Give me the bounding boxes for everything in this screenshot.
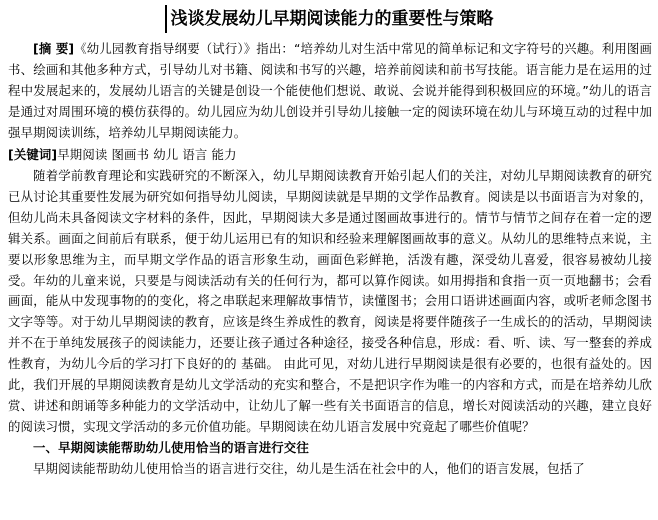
title-container — [0, 5, 658, 33]
section-heading: 一、早期阅读能帮助幼儿使用恰当的语言进行交往 — [33, 439, 309, 455]
keywords-text: 早期阅读 图画书 幼儿 语言 能力 — [57, 147, 237, 162]
abstract-label: [摘 要] — [33, 41, 75, 56]
body-section — [8, 166, 652, 480]
keywords-section — [8, 145, 652, 166]
abstract-section — [8, 39, 652, 144]
body-paragraph: 随着学前教育理论和实践研究的不断深入，幼儿早期阅读教育开始引起人们的关注，对幼儿早期阅读教育的研究已从讨论其重要性发展为研究如何指导幼儿阅读，早期阅读就是早期的文学作品教育。阅读是以书面语言为对象的，但幼儿尚未具备阅读文字材料的条件，因此，早期阅读大多是通过图画故事进行的。情节与情节之间存在着一定的逻辑关系。画面之间前后有联系，便于幼儿运用已有的知识和经验来理解图画故事的意义。从幼儿的思维特点来说，主要以形象思维为主，而早期文学作品的语言形象生动，画面色彩鲜艳，活泼有趣，深受幼儿喜爱，很容易被幼儿接受。年幼的儿童来说，只要是与阅读活动有关的任何行为，都可以算作阅读。如用拇指和食指一页一页地翻书；会看画面，能从中发现事物的的变化，将之串联起来理解故事情节，读懂图书；会用口语讲述画面内容，或听老师念图书文字等等。对于幼儿早期阅读的教育，应该是终生养成性的教育，阅读是将要伴随孩子一生成长的的活动，早期阅读并不在于单纯发展孩子的阅读能力，还要让孩子通过各种途径，接受各种信息，形成：看、听、读、写一整套的养成性教育，为幼儿今后的学习打下良好的的 基础。 由此可见，对幼儿进行早期阅读是很有必要的，也很有益处的。因此，我们开展的早期阅读教育是幼儿文学活动的充实和整合，不是把识字作为唯一的内容和方式，而是在培养幼儿欣赏、讲述和朗诵等多种能力的文学活动中，让幼儿了解一些有关书面语言的信息，增长对阅读活动的兴趣，建立良好的阅读习惯，实现文学活动的多元价值功能。早期阅读在幼儿语言发展中究竟起了哪些价值呢？ — [8, 168, 652, 434]
abstract-text: 《幼儿园教育指导纲要（试行）》指出：“培养幼儿对生活中常见的简单标记和文字符号的兴趣。利用图画书、绘画和其他多种方式，引导幼儿对书籍、阅读和书写的兴趣，培养前阅读和前书写技能。语言能力是在运用的过程中发展起来的，发展幼儿语言的关键是创设一个能使他们想说、敢说、会说并能得到积极回应的环境。”幼儿的语言是通过对周围环境的模仿获得的。幼儿园应为幼儿创设并引导幼儿接触一定的阅读环境在幼儿与环境互动的过程中加强早期阅读训练，培养幼儿早期阅读能力。 — [8, 41, 652, 140]
document-title: 浅谈发展幼儿早期阅读能力的重要性与策略 — [165, 5, 494, 33]
section-paragraph: 早期阅读能帮助幼儿使用恰当的语言进行交往，幼儿是生活在社会中的人，他们的语言发展，包括了 — [33, 460, 585, 476]
keywords-label: [关键词] — [8, 147, 58, 162]
